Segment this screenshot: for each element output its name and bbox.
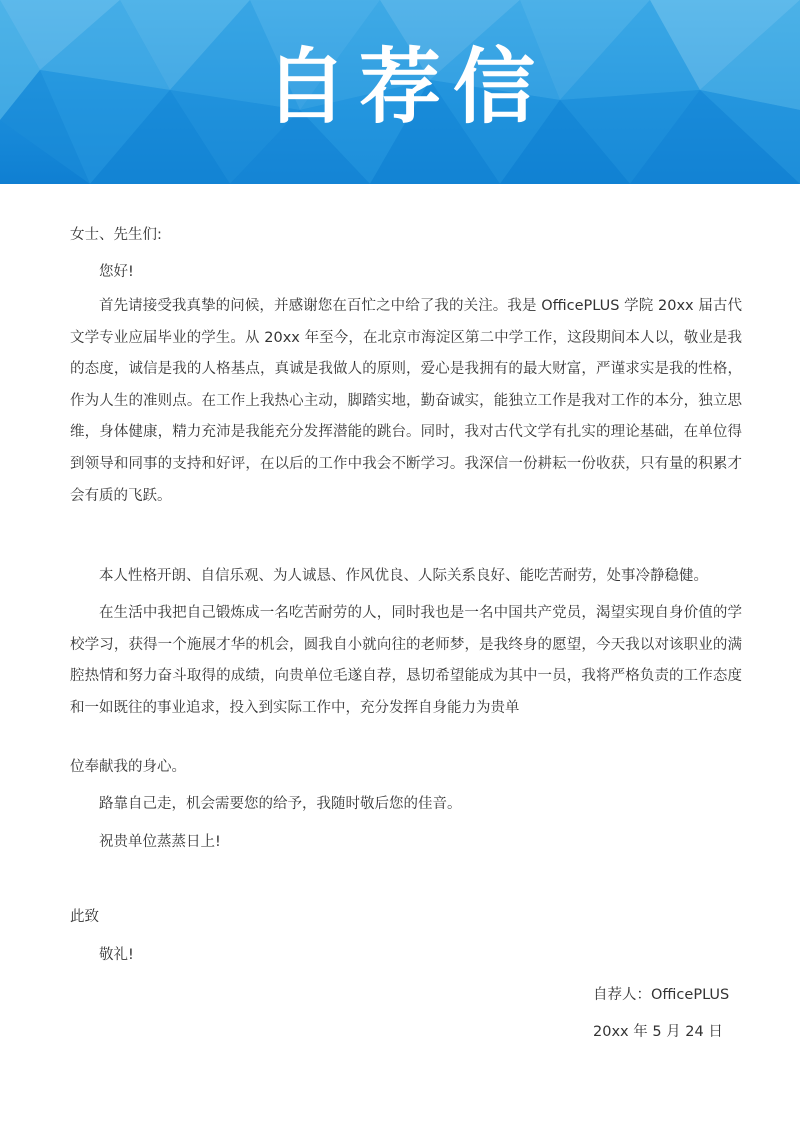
header-banner <box>0 0 800 184</box>
page-title: 自荐信 <box>264 40 547 135</box>
paragraph-2: 本人性格开朗、自信乐观、为人诚恳、作风优良、人际关系良好、能吃苦耐劳，处事冷静稳健。 <box>99 568 708 584</box>
greeting: 您好! <box>99 264 134 280</box>
date: 20xx 年 5 月 24 日 <box>593 1024 723 1040</box>
salutation: 女士、先生们: <box>70 227 162 243</box>
regards: 敬礼! <box>99 947 134 963</box>
closing-line-2: 祝贵单位蒸蒸日上! <box>99 834 221 850</box>
sign-off: 此致 <box>70 909 99 925</box>
paragraph-1: 首先请接受我真挚的问候，并感谢您在百忙之中给了我的关注。我是 OfficePLUS 学院 20xx 届古代文学专业应届毕业的学生。从 20xx 年至今，在北京市海淀区第二中学工作，这段期间本人以，敬业是我的态度，诚信是我的人格基点，真诚是我做人的原则，爱心是我拥有的最大财富，严谨求实是我的性格，作为人生的准则点。在工作上我热心主动，脚踏实地，勤奋诚实，能独立工作是我对工作的本分，独立思维，身体健康，精力充沛是我能充分发挥潜能的跳台。同时，我对古代文学有扎实的理论基础，在单位得到领导和同事的支持和好评，在以后的工作中我会不断学习。我深信一份耕耘一份收获，只有量的积累才会有质的飞跃。 <box>70 298 742 504</box>
closing-line-1: 路靠自己走，机会需要您的给予，我随时敬后您的佳音。 <box>99 796 462 812</box>
paragraph-3: 在生活中我把自己锻炼成一名吃苦耐劳的人，同时我也是一名中国共产党员，渴望实现自身价值的学校学习，获得一个施展才华的机会，圆我自小就向往的老师梦，是我终身的愿望，今天我以对该职业的满腔热情和努力奋斗取得的成绩，向贵单位毛遂自荐，恳切希望能成为其中一员，我将严格负责的工作态度和一如既往的事业追求，投入到实际工作中，充分发挥自身能力为贵单 <box>70 605 742 716</box>
paragraph-3-continuation: 位奉献我的身心。 <box>70 759 186 775</box>
signer: 自荐人：OfficePLUS <box>593 987 730 1003</box>
